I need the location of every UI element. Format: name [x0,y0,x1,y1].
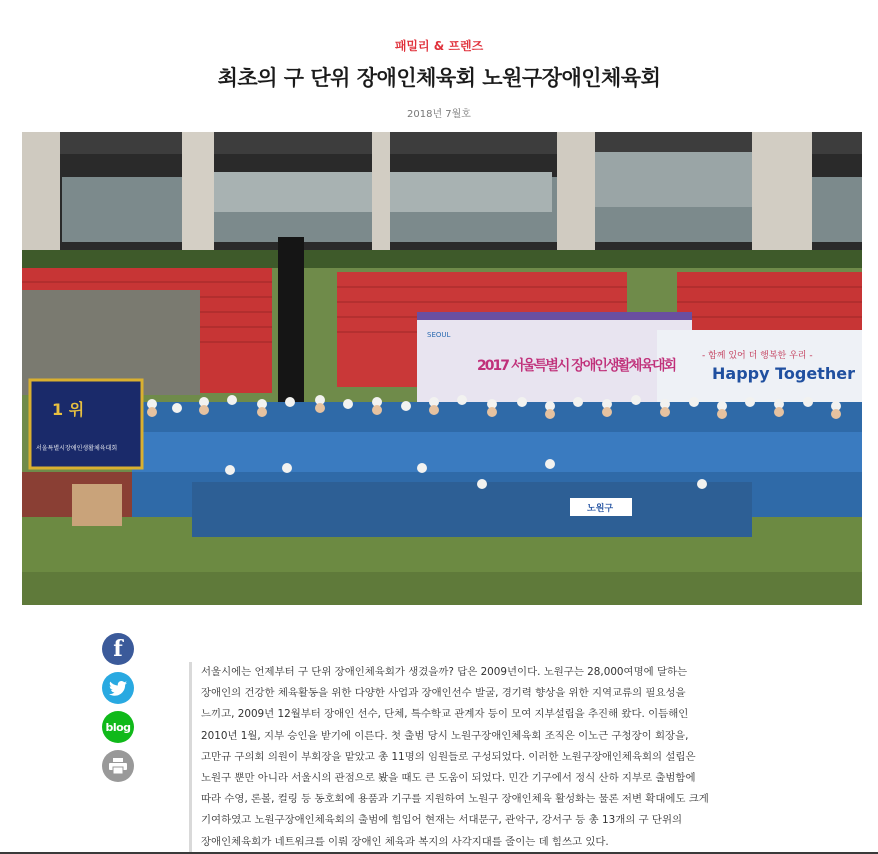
group-photo [22,132,862,605]
article-title: 최초의 구 단위 장애인체육회 노원구장애인체육회 [217,66,661,90]
share-buttons [102,633,134,789]
print-button[interactable] [102,750,134,782]
issue-date: 2018년 7월호 [407,109,471,120]
banner-slogan-text: - 함께 있어 더 행복한 우리 - [702,351,813,361]
facebook-icon: f [113,636,123,662]
twitter-icon [109,681,127,696]
flag-caption-text: 서울특별시장애인생활체육대회 [36,445,118,452]
blog-icon: blog [105,720,131,734]
facebook-share-button[interactable] [102,633,134,665]
team-sign-text: 노원구 [587,504,614,514]
category-label: 패밀리 & 프렌즈 [394,39,484,53]
banner-seoul-text: SEOUL [427,331,451,339]
twitter-share-button[interactable] [102,672,134,704]
banner-happy-text: Happy Together [712,364,855,383]
article-body: 서울시에는 언제부터 구 단위 장애인체육회가 생겼을까? 답은 2009년이다. 노원구는 28,000여명에 달하는 장애인의 건강한 체육활동을 위한 다양한 사업과 장애인선수 발굴, 경기력 향상을 위한 지역교류의 필요성을 느끼고, 2009년 12월부터 장애인 선수, 단체, 특수학교 관계자 등이 모여 지부설립을 추진해 왔다. 이듬해인 2010년 1월, 지부 승인을 받기에 이른다. 첫 출범 당시 노원구장애인체육회 조직은 이노근 구청장이 회장을, 고만규 구의회 의원이 부회장을 맡았고 총 11명의 임원들로 구성되었다. 이러한 노원구장애인체육회의 설립은 노원구 뿐만 아니라 서울시의 관점으로 봤을 때도 큰 도움이 되었다. 민간 기구에서 정식 산하 지부로 출범함에 따라 수영, 론볼, 컬링 등 동호회에 용품과 기구를 지원하여 노원구 장애인체육 활성화는 물론 저변 확대에도 크게 기여하였고 노원구장애인체육회의 출범에 힘입어 현재는 서대문구, 관악구, 강서구 등 총 13개의 구 단위의 장애인체육회가 네트워크를 이뤄 장애인 체육과 복지의 사각지대를 줄이는 데 힘쓰고 있다. [189,662,776,853]
banner-main-text: 2017 서울특별시 장애인생활체육대회 [477,358,677,374]
printer-icon [109,758,127,774]
blog-share-button[interactable] [102,711,134,743]
flag-number-text: 1 위 [52,400,85,419]
